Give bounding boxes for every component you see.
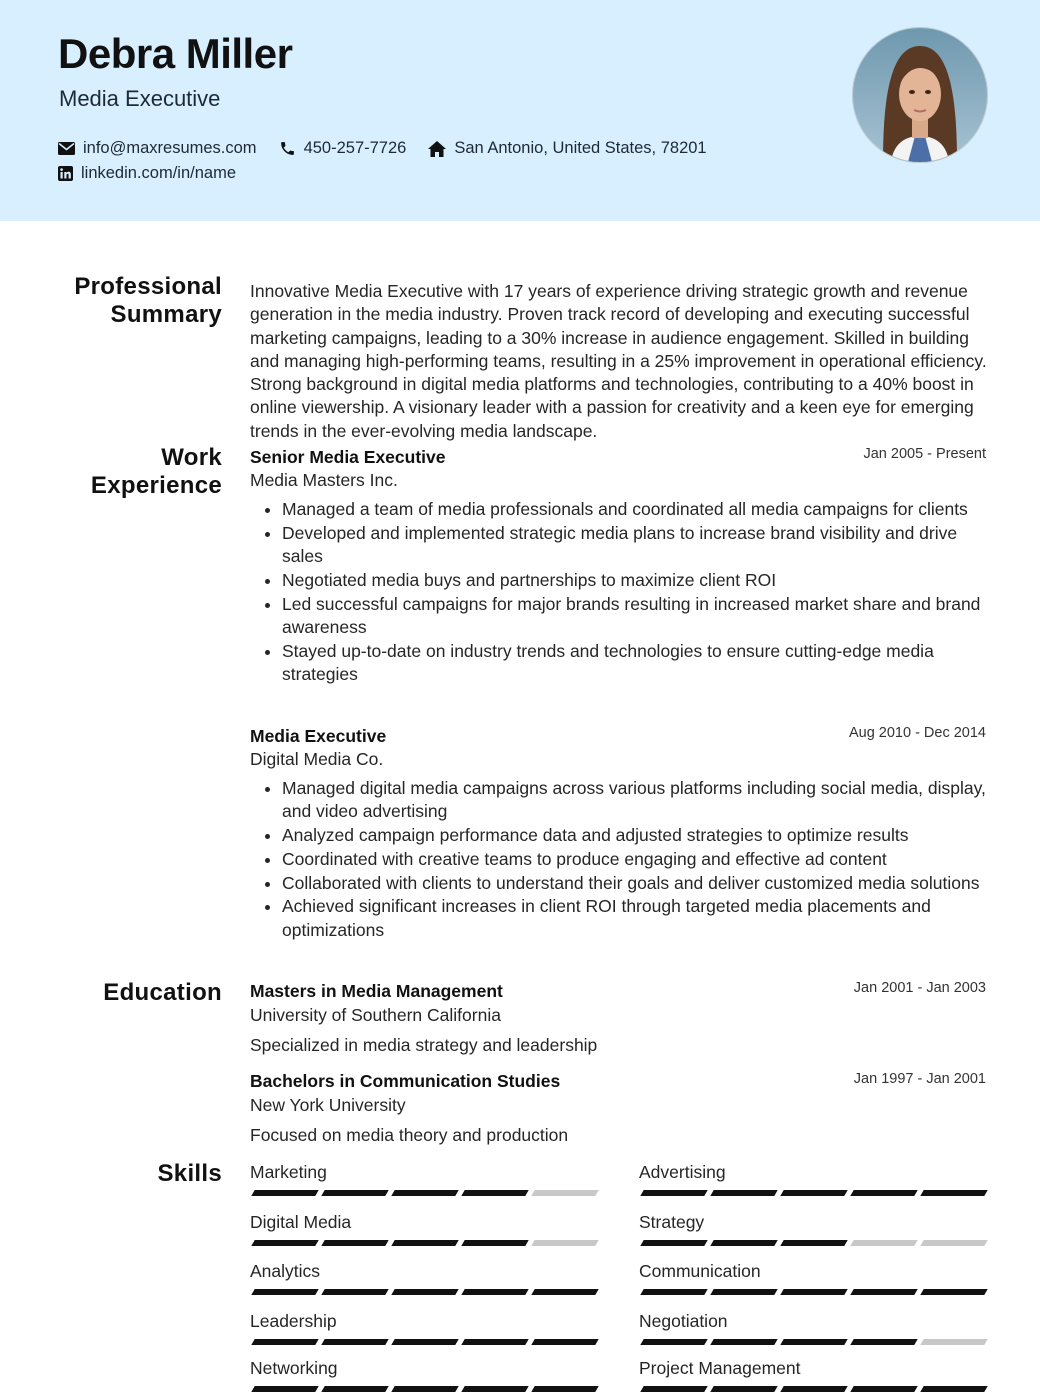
skill-segment-filled (780, 1240, 847, 1246)
skill-segment-filled (640, 1289, 707, 1295)
skill-segment-filled (710, 1386, 777, 1392)
skill-name: Digital Media (250, 1212, 352, 1232)
skill-name: Analytics (250, 1261, 321, 1281)
skill-segment-filled (850, 1190, 917, 1196)
skill-segment-filled (920, 1289, 987, 1295)
skill-segment-filled (251, 1190, 318, 1196)
home-icon (428, 141, 446, 157)
summary-label-line1: Professional (74, 273, 222, 300)
contact-row-primary (58, 139, 729, 158)
job-bullet: • Analyzed campaign performance data and adjusted strategies to optimize results (282, 824, 1002, 847)
skill-segment-filled (461, 1339, 528, 1345)
skill-level-bar (642, 1240, 992, 1246)
skill-segment-filled (461, 1386, 528, 1392)
contact-linkedin[interactable] (58, 164, 236, 183)
skill-level-bar (642, 1289, 992, 1295)
skill-segment-empty (531, 1190, 598, 1196)
skill-level-bar (253, 1190, 603, 1196)
job-date: Jan 2005 - Present (863, 446, 986, 462)
job-date: Aug 2010 - Dec 2014 (848, 725, 986, 741)
section-label-summary (74, 273, 222, 329)
phone-icon (279, 140, 296, 157)
skill-segment-filled (251, 1386, 318, 1392)
skill-segment-filled (391, 1339, 458, 1345)
summary-text: Innovative Media Executive with 17 years of experience driving strategic growth and revenue generation in the media industry. Proven track record of developing and executing successful marketing campaigns, leading to a 30% increase in audience engagement. Skilled in building and managing high-performing teams, resulting in a 25% improvement in operational efficiency. Strong background in digital media platforms and technologies, contributing to a 40% boost in online viewership. A visionary leader with a passion for creativity and a keen eye for emerging trends in the ever-evolving media landscape. (250, 281, 987, 441)
linkedin-icon (58, 166, 73, 181)
job-bullet: • Coordinated with creative teams to produce engaging and effective ad content (282, 848, 1002, 871)
skill-level-bar (253, 1289, 603, 1295)
skill-segment-filled (780, 1386, 847, 1392)
education-school: University of Southern California (250, 1005, 501, 1025)
job-title: Senior Media Executive (250, 447, 446, 467)
skill-segment-filled (710, 1289, 777, 1295)
skill-segment-filled (850, 1386, 917, 1392)
linkedin-text: linkedin.com/in/name (81, 164, 236, 182)
skill-segment-filled (321, 1386, 388, 1392)
skill-level-bar (642, 1190, 992, 1196)
job-company: Digital Media Co. (250, 749, 384, 769)
skill-segment-filled (710, 1190, 777, 1196)
skill-name: Negotiation (639, 1311, 728, 1331)
section-label-skills (157, 1160, 222, 1188)
location-text: San Antonio, United States, 78201 (454, 139, 707, 157)
skill-segment-filled (461, 1240, 528, 1246)
skill-segment-filled (710, 1240, 777, 1246)
skill-name: Advertising (639, 1162, 726, 1182)
skill-level-bar (642, 1386, 992, 1392)
job-bullets (250, 777, 1002, 943)
section-label-education (103, 979, 222, 1007)
skill-segment-filled (640, 1240, 707, 1246)
summary-label-line2: Summary (110, 301, 222, 328)
candidate-title: Media Executive (59, 86, 221, 111)
skill-segment-filled (391, 1190, 458, 1196)
skill-segment-filled (780, 1289, 847, 1295)
skill-segment-filled (321, 1190, 388, 1196)
skill-segment-filled (531, 1339, 598, 1345)
skill-level-bar (253, 1386, 603, 1392)
skill-name: Networking (250, 1358, 338, 1378)
skills-label: Skills (157, 1160, 222, 1187)
skill-name: Project Management (639, 1358, 801, 1378)
skill-segment-empty (920, 1339, 987, 1345)
skill-segment-filled (461, 1190, 528, 1196)
skill-segment-filled (391, 1240, 458, 1246)
skill-name: Strategy (639, 1212, 705, 1232)
email-text: info@maxresumes.com (83, 139, 257, 157)
skill-segment-empty (920, 1240, 987, 1246)
job-bullet: • Stayed up-to-date on industry trends and technologies to ensure cutting-edge media strategies (282, 640, 1002, 687)
skill-segment-filled (640, 1190, 707, 1196)
skill-name: Marketing (250, 1162, 327, 1182)
skill-segment-filled (391, 1289, 458, 1295)
skill-segment-filled (251, 1240, 318, 1246)
contact-phone[interactable] (279, 139, 407, 158)
skill-segment-filled (321, 1289, 388, 1295)
skill-segment-filled (391, 1386, 458, 1392)
contact-location (428, 139, 706, 158)
education-description: Focused on media theory and production (250, 1125, 569, 1145)
skill-segment-filled (321, 1339, 388, 1345)
skill-segment-filled (251, 1339, 318, 1345)
work-label-line2: Experience (90, 472, 222, 499)
contact-row-secondary (58, 164, 258, 183)
section-label-work (91, 444, 222, 500)
resume-header (0, 0, 1040, 221)
skill-level-bar (253, 1240, 603, 1246)
skill-segment-filled (780, 1190, 847, 1196)
education-degree: Bachelors in Communication Studies (250, 1071, 561, 1091)
skill-name: Communication (639, 1261, 761, 1281)
skill-level-bar (642, 1339, 992, 1345)
skill-segment-filled (251, 1289, 318, 1295)
skill-segment-filled (850, 1339, 917, 1345)
skill-segment-filled (461, 1289, 528, 1295)
skill-name: Leadership (250, 1311, 337, 1331)
skill-segment-empty (531, 1240, 598, 1246)
education-date: Jan 2001 - Jan 2003 (853, 980, 986, 996)
skill-segment-filled (850, 1289, 917, 1295)
education-label: Education (103, 979, 222, 1006)
job-bullet: • Managed digital media campaigns across various platforms including social media, display, and video advertising (282, 777, 1002, 824)
job-bullet: • Developed and implemented strategic media plans to increase brand visibility and drive sales (282, 522, 1002, 569)
job-bullet: • Negotiated media buys and partnerships to maximize client ROI (282, 569, 1002, 592)
skill-segment-filled (920, 1386, 987, 1392)
job-bullets (250, 498, 1002, 687)
skill-segment-filled (710, 1339, 777, 1345)
skill-segment-filled (321, 1240, 388, 1246)
education-degree: Masters in Media Management (250, 981, 503, 1001)
skill-level-bar (253, 1339, 603, 1345)
job-bullet: • Collaborated with clients to understand their goals and deliver customized media solutions (282, 872, 1002, 895)
skill-segment-filled (531, 1289, 598, 1295)
job-company: Media Masters Inc. (250, 470, 398, 490)
skill-segment-filled (640, 1386, 707, 1392)
job-bullet: • Achieved significant increases in client ROI through targeted media placements and optimizations (282, 895, 1002, 942)
job-bullet: • Managed a team of media professionals and coordinated all media campaigns for clients (282, 498, 1002, 521)
skill-segment-filled (640, 1339, 707, 1345)
phone-text: 450-257-7726 (303, 139, 407, 157)
job-bullet: • Led successful campaigns for major brands resulting in increased market share and brand awareness (282, 593, 1002, 640)
skill-segment-filled (531, 1386, 598, 1392)
candidate-name: Debra Miller (58, 30, 293, 77)
education-school: New York University (250, 1095, 406, 1115)
skill-segment-filled (920, 1190, 987, 1196)
education-date: Jan 1997 - Jan 2001 (853, 1071, 986, 1087)
profile-photo (852, 27, 988, 163)
work-label-line1: Work (161, 444, 222, 471)
envelope-icon (58, 142, 75, 155)
job-title: Media Executive (250, 726, 387, 746)
education-description: Specialized in media strategy and leadership (250, 1035, 598, 1055)
contact-email[interactable] (58, 139, 257, 158)
skill-segment-empty (850, 1240, 917, 1246)
skill-segment-filled (780, 1339, 847, 1345)
